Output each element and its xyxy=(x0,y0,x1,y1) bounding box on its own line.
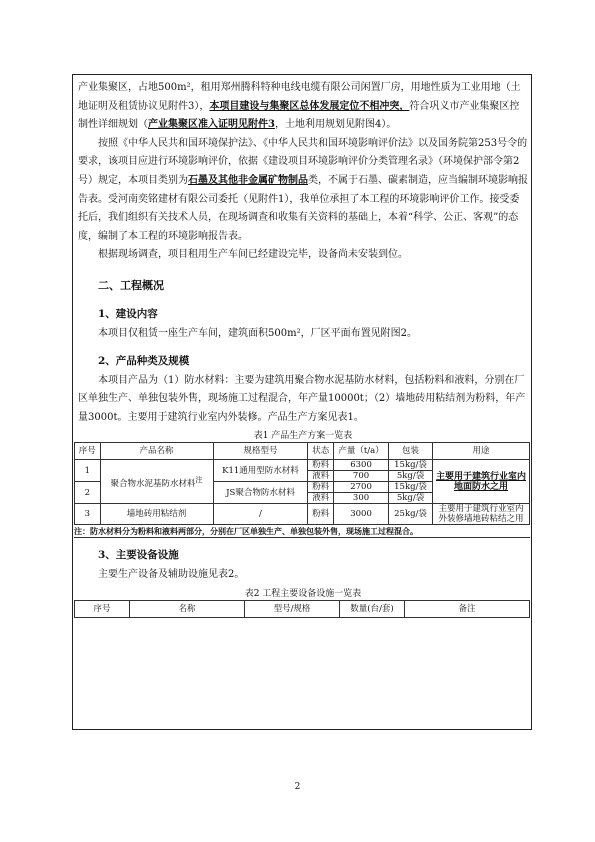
table-header-row xyxy=(75,600,530,617)
section-title-project-overview: 二、工程概况 xyxy=(98,278,164,292)
cell-product-name: 墙地砖用粘结剂 xyxy=(100,504,213,525)
col-header: 产品名称 xyxy=(100,443,213,460)
table-row xyxy=(75,460,530,471)
page-number: 2 xyxy=(294,782,301,792)
cell-no: 1 xyxy=(75,460,101,482)
col-header: 序号 xyxy=(75,600,130,617)
col-header: 序号 xyxy=(75,443,101,460)
cell-qty: 3000 xyxy=(334,504,389,525)
cell-product-name: 聚合物水泥基防水材料$^注$ xyxy=(100,460,213,504)
cell-spec: JS聚合物防水材料 xyxy=(213,482,308,504)
cell-pack: 5kg/袋 xyxy=(389,493,433,504)
paragraph-site: 产业集聚区，占地500m²，租用郑州腾科特种电线电缆有限公司闲置厂房，用地性质为工业用地（土地证明及租赁协议见附件3），本项目建设与集聚区总体发展定位不相冲突，符合巩义市产业集聚区控制性详细规划（产业集聚区准入证明见附件3，土地利用规划见附图4）。 xyxy=(78,82,521,131)
cell-pack: 5kg/袋 xyxy=(389,471,433,482)
col-header: 数量(台/套) xyxy=(340,600,405,617)
col-header: 产量（t/a） xyxy=(334,443,389,460)
cell-state: 粉料 xyxy=(308,482,334,493)
col-header: 规格型号 xyxy=(213,443,308,460)
cell-qty: 6300 xyxy=(334,460,389,471)
subsection-title-equipment: 3、主要设备设施 xyxy=(98,549,179,562)
cell-state: 液料 xyxy=(308,493,334,504)
col-header: 状态 xyxy=(308,443,334,460)
cell-pack: 15kg/袋 xyxy=(389,460,433,471)
cell-pack: 15kg/袋 xyxy=(389,482,433,493)
col-header: 名称 xyxy=(130,600,245,617)
subsection-title-products: 2、产品种类及规模 xyxy=(98,354,190,367)
product-plan-table xyxy=(74,442,530,525)
table1-caption: 表1 产品生产方案一览表 xyxy=(253,431,353,442)
table-row xyxy=(75,504,530,525)
col-header: 型号/规格 xyxy=(245,600,340,617)
paragraph-equipment: 主要生产设备及辅助设施见表2。 xyxy=(98,569,245,581)
cell-state: 粉料 xyxy=(308,504,334,525)
cell-no: 2 xyxy=(75,482,101,504)
paragraph-products: 本项目产品为（1）防水材料：主要为建筑用聚合物水泥基防水材料，包括粉料和液料，分别在厂区单独生产、单独包装外售，现场施工过程混合，年产量10000t；（2）墙地砖用粘结剂为粉料，年产量3000t。主要用于建筑行业室内外装修。产品生产方案见表1。 xyxy=(78,374,526,423)
cell-usage: 主要用于建筑行业室内外装修墙地砖粘结之用 xyxy=(433,504,530,525)
cell-state: 液料 xyxy=(308,471,334,482)
cell-spec: / xyxy=(213,504,308,525)
cell-pack: 25kg/袋 xyxy=(389,504,433,525)
table-header-row xyxy=(75,443,530,460)
cell-qty: 2700 xyxy=(334,482,389,493)
col-header: 用途 xyxy=(433,443,530,460)
equipment-table xyxy=(74,600,530,618)
cell-qty: 300 xyxy=(334,493,389,504)
cell-state: 粉料 xyxy=(308,460,334,471)
cell-no: 3 xyxy=(75,504,101,525)
cell-usage: 主要用于建筑行业室内地面防水之用 xyxy=(433,460,530,504)
subsection-title-construction: 1、建设内容 xyxy=(98,307,158,320)
paragraph-site-status: 根据现场调查，项目租用生产车间已经建设完毕，设备尚未安装到位。 xyxy=(98,249,408,261)
cell-qty: 700 xyxy=(334,471,389,482)
col-header: 包装 xyxy=(389,443,433,460)
cell-spec: K11通用型防水材料 xyxy=(213,460,308,482)
paragraph-assessment: 按照《中华人民共和国环境保护法》、《中华人民共和国环境影响评价法》以及国务院第253号令的要求，该项目应进行环境影响评价，依据《建设项目环境影响评价分类管理名录》（环境保护部令第2号）规定，本项目类别为石墨及其他非金属矿物制品类，不属于石墨、碳素制造，应当编制环境影响报告表。受河南奕铭建材有限公司委托（见附件1），我单位承担了本工程的环境影响评价工作。接受委托后，我们组织有关技术人员，在现场调查和收集有关资料的基础上，本着“科学、公正、客观”的态度，编制了本工程的环境影响报告表。 xyxy=(78,137,528,242)
table2-caption: 表2 工程主要设备设施一览表 xyxy=(244,588,362,599)
table1-note: 注：防水材料分为粉料和液料两部分，分别在厂区单独生产、单独包装外售，现场施工过程混合。 xyxy=(74,525,530,538)
col-header: 备注 xyxy=(405,600,530,617)
paragraph-construction: 本项目仅租赁一座生产车间，建筑面积500m²，厂区平面布置见附图2。 xyxy=(98,327,417,339)
document-body xyxy=(74,79,528,618)
